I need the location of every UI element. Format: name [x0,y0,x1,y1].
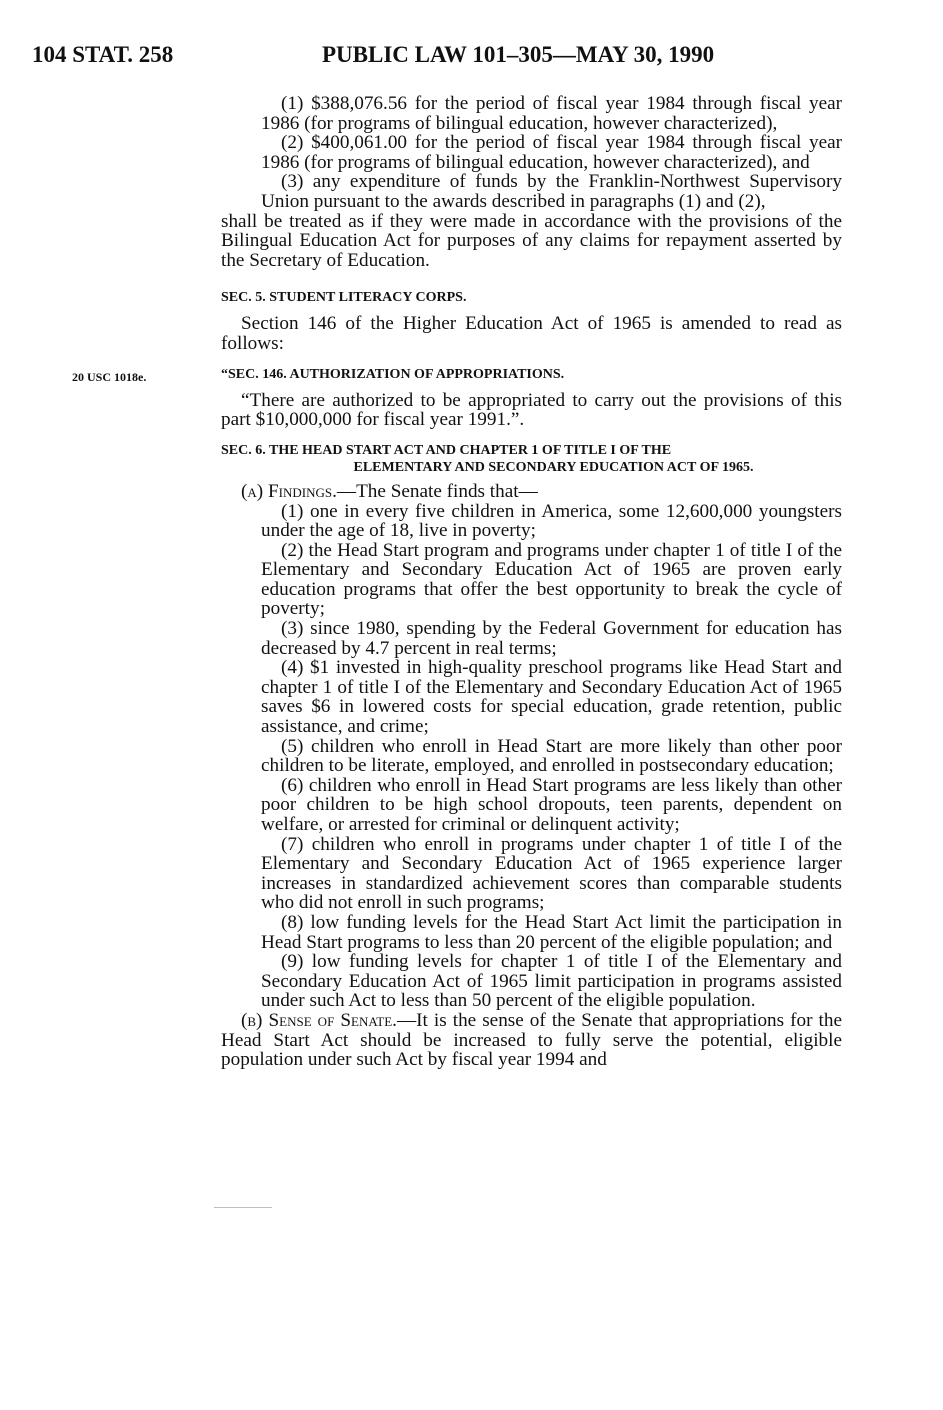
finding-4: (4) $1 invested in high-quality preschool programs like Head Start and chapter 1 of title I of the Elementary and Secondary Education Act of 1965 saves $6 in lowered costs for special education, grade retention, public assistance, and crime; [261,657,842,738]
subsection-b-text: —It is the sense of the Senate that appropriations for the Head Start Act should be increased to fully serve the potential, eligible population under such Act by fiscal year 1994 and [221,1009,842,1071]
finding-2: (2) the Head Start program and programs under chapter 1 of title I of the Elementary and Secondary Education Act of 1965 are proven early education programs that offer the best opportunity to break the cycle of poverty; [261,539,842,620]
sec4-item-1: (1) $388,076.56 for the period of fiscal year 1984 through fiscal year 1986 (for programs of bilingual education, however characterized), [261,93,842,134]
body-text [221,94,842,1070]
sec5-heading: SEC. 5. STUDENT LITERACY CORPS. [221,290,467,306]
finding-1: (1) one in every five children in America, some 12,600,000 youngsters under the age of 18, live in poverty; [261,500,842,542]
subsection-a [221,482,842,502]
subsection-a-text: —The Senate finds that— [336,480,538,502]
sec4-tail-paragraph: shall be treated as if they were made in accordance with the provisions of the Bilingual Education Act for purposes of any claims for repayment asserted by the Secretary of Education. [221,210,842,271]
sec6-heading-line1: SEC. 6. THE HEAD START ACT AND CHAPTER 1 OF TITLE I OF THE [221,442,672,458]
margin-citation: 20 USC 1018e. [72,370,147,384]
subsection-b-label: (b) Sense of Senate. [241,1009,397,1031]
finding-9: (9) low funding levels for chapter 1 of title I of the Elementary and Secondary Education Act of 1965 limit participation in programs assisted under such Act to less than 50 percent of the eligible population. [261,951,842,1012]
running-header-title: PUBLIC LAW 101–305—MAY 30, 1990 [322,42,715,67]
finding-8: (8) low funding levels for the Head Start Act limit the participation in Head Start programs to less than 20 percent of the eligible population; and [261,911,842,953]
footnote-rule [214,1207,272,1208]
page-reference: 104 STAT. 258 [32,42,174,67]
sec146-heading: “SEC. 146. AUTHORIZATION OF APPROPRIATIONS. [221,367,565,383]
finding-6: (6) children who enroll in Head Start programs are less likely than other poor children to be high school dropouts, teen parents, dependent on welfare, or arrested for criminal or delinquent activity; [261,774,842,835]
finding-3: (3) since 1980, spending by the Federal Government for education has decreased by 4.7 percent in real terms; [261,618,842,659]
sec5-text: Section 146 of the Higher Education Act of 1965 is amended to read as follows: [221,312,842,354]
finding-7: (7) children who enroll in programs under chapter 1 of title I of the Elementary and Secondary Education Act of 1965 experience larger increases in standardized achievement scores than comparable students who did not enroll in such programs; [261,833,842,914]
sec4-item-2: (2) $400,061.00 for the period of fiscal year 1984 through fiscal year 1986 (for programs of bilingual education, however characterized), and [261,132,842,173]
subsection-b [221,1011,842,1070]
sec146-text: “There are authorized to be appropriated to carry out the provisions of this part $10,000,000 for fiscal year 1991.”. [221,389,842,431]
finding-5: (5) children who enroll in Head Start are more likely than other poor children to be literate, employed, and enrolled in postsecondary education; [261,735,842,777]
sec6-heading-line2: ELEMENTARY AND SECONDARY EDUCATION ACT OF 1965. [353,459,754,475]
subsection-a-label: (a) Findings. [241,480,337,502]
sec6-heading [221,442,842,476]
sec4-item-3: (3) any expenditure of funds by the Franklin-Northwest Supervisory Union pursuant to the awards described in paragraphs (1) and (2), [261,171,842,212]
